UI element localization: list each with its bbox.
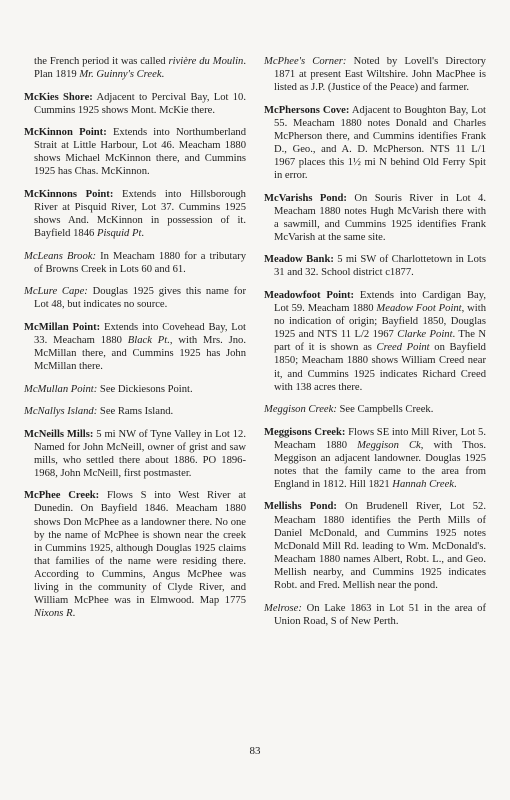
entry-melrose — [264, 602, 486, 628]
entry-headword: McMillan Point: — [24, 321, 101, 333]
entry-headword: McPhee's Corner: — [264, 56, 347, 67]
entry-text: On Souris River in Lot 4. Meacham 1880 notes Hugh McVarish there with a sawmill, and Cummins 1925 identifies Frank McVarish at the same site. — [274, 192, 487, 243]
entry-text: Clarke Point — [397, 329, 453, 341]
entry-text: Noted by Lovell's Directory 1871 at present East Wiltshire. John MacPhee is listed as J.P. (Justice of the Peace) and farmer. — [274, 56, 486, 94]
entry-text: Hannah Creek — [392, 478, 454, 490]
right-column — [264, 55, 486, 637]
entry-mcneills-mills — [24, 428, 246, 480]
entry-text: . — [161, 69, 165, 81]
entry-mcleans-brook — [24, 250, 246, 276]
entry-text: . — [72, 608, 76, 620]
entry-text: Adjacent to Percival Bay, Lot 10. Cummins 1925 shows Mont. McKie there. — [34, 91, 246, 116]
entry-text: Meggison Ck — [357, 439, 421, 451]
entry-headword: McVarishs Pond: — [264, 192, 347, 204]
entry-mcphee-s-corner — [264, 55, 486, 94]
entry-headword: McKinnons Point: — [24, 188, 114, 200]
entry-headword: McLeans Brook: — [24, 250, 96, 262]
entry-text: Extends into Cardigan Bay, Lot 59. Meacham 1880 — [274, 289, 486, 315]
entry-text: See Rams Island. — [99, 406, 174, 418]
entry-text: Black Pt. — [127, 334, 170, 346]
entry-headword: McMullan Point: — [24, 383, 98, 395]
entry-headword: McNallys Island: — [24, 406, 98, 418]
entry-text: , with Thos. Meggison an adjacent landowner. Douglas 1925 notes that the family came to the area from England in 1812. Hill 1821 — [274, 439, 486, 490]
entry-text: On Lake 1863 in Lot 51 in the area of Union Road, S of New Perth. — [274, 602, 486, 627]
entry-mcphee-creek — [24, 489, 246, 620]
entry-meggisons-creek — [264, 426, 486, 491]
entry-text: 5 mi NW of Tyne Valley in Lot 12. Named for John McNeill, owner of grist and saw mills, who settled there about 1886. PO 1896-1968, John McNeill, first postmaster. — [34, 428, 246, 479]
entry-headword: McKies Shore: — [24, 91, 93, 103]
entry-headword: McKinnon Point: — [24, 127, 107, 139]
entry-headword: Meggisons Creek: — [264, 426, 346, 438]
entry-headword: Meggison Creek: — [264, 404, 337, 416]
entry-text: . Plan 1819 — [34, 56, 247, 81]
entry-text: Flows SE into Mill River, Lot 5. Meacham 1880 — [274, 426, 486, 451]
entry-text: , with no indication of origin; Bayfield 1850, Douglas 1925 and NTS 11 L/2 1967 — [274, 303, 486, 341]
entry-text: See Dickiesons Point. — [99, 383, 193, 395]
entry-text: . The N part of it is shown as — [274, 329, 486, 354]
entry-text: . — [141, 228, 145, 240]
entry-text: on Bayfield 1850; Meacham 1880 shows William Creed near it, and Cummins 1925 indicates Richard Creed with 138 acres there. — [274, 342, 486, 393]
entry-headword: McLure Cape: — [24, 286, 88, 298]
entry-text: Douglas 1925 gives this name for Lot 48, but indicates no source. — [34, 286, 247, 311]
entry-meggison-creek — [264, 403, 486, 416]
entry-headword: McNeills Mills: — [24, 428, 94, 440]
entry-text: Nixons R — [34, 608, 73, 620]
entry-text: Pisquid Pt — [96, 228, 142, 240]
entry-meadow-bank — [264, 253, 486, 279]
entry-mckinnons-point — [24, 188, 246, 240]
entry-text: Adjacent to Boughton Bay, Lot 55. Meacham 1880 notes Donald and Charles McPherson there, and Cummins identifies Frank D., Geo., and A. D. McPherson. NTS 11 L/1 1967 places this 1½ mi N behind Old Ferry Spit in error. — [274, 104, 486, 182]
entry-text: Extends into Hillsborough River at Pisquid River, Lot 37. Cummins 1925 shows And. McKinnon in possession of it. Bayfield 1846 — [34, 188, 246, 240]
entry-text: See Campbells Creek. — [339, 404, 434, 416]
entry-mcnallys-island — [24, 405, 246, 418]
entry-text: Extends into Covehead Bay, Lot 33. Meacham 1880 — [34, 321, 246, 346]
entry-meadowfoot-point — [264, 289, 486, 394]
entry-headword: Meadowfoot Point: — [264, 289, 355, 301]
entry-text: Extends into Northumberland Strait at Little Harbour, Lot 46. Meacham 1880 shows Michael McKinnon there, and Cummins 1925 has Chas. McKinnon. — [34, 127, 246, 178]
entry-text: On Brudenell River, Lot 52. Meacham 1880 identifies the Perth Mills of Daniel McDonald, and Cummins 1925 notes McDonald Mill Rd. leading to Wm. McDonald's. Meacham 1880 names Albert, Robt. L., and Geo. Mellish nearby, and Cummins 1925 indicates Robt. and Fred. Mellish near the pond. — [274, 501, 486, 592]
entry-mcvarishs-pond — [264, 192, 486, 244]
entry-text: rivière du Moulin — [168, 56, 244, 67]
entry-text: Flows S into West River at Dunedin. On Bayfield 1846. Meacham 1880 shows Don McPhee as a landowner there. No one by the name of McPhee is shown near the creek in Cummins 1925, although Douglas 1925 claims that families of the name were residing there. According to Cummins, Angus McPhee was living in the community of Clyde River, and William McPhee was in Elmwood. Map 1775 — [34, 490, 246, 607]
entry-headword: Mellishs Pond: — [264, 501, 337, 513]
left-column — [24, 55, 246, 630]
entry-text: . — [453, 478, 457, 490]
entry-text: 5 mi SW of Charlottetown in Lots 31 and 32. School district c1877. — [274, 254, 486, 279]
entry-headword: McPhee Creek: — [24, 490, 100, 502]
entry-text: Meadow Foot Point — [376, 303, 462, 315]
continued-entry — [24, 55, 246, 81]
entry-text: the French period it was called — [34, 56, 169, 67]
entry-mckinnon-point — [24, 126, 246, 178]
entry-mcphersons-cove — [264, 104, 486, 183]
entry-mcmillan-point — [24, 321, 246, 373]
entry-headword: Meadow Bank: — [264, 254, 334, 266]
entry-text: Mr. Guinny's Creek — [79, 69, 162, 81]
entry-mcmullan-point — [24, 383, 246, 396]
entry-headword: McPhersons Cove: — [264, 104, 350, 116]
entry-text: Creed Point — [376, 342, 430, 354]
entry-mellishs-pond — [264, 500, 486, 592]
entry-headword: Melrose: — [264, 602, 302, 614]
page-number: 83 — [249, 745, 261, 757]
entry-text: In Meacham 1880 for a tributary of Browns Creek in Lots 60 and 61. — [34, 250, 246, 275]
entry-text: , with Mrs. Jno. McMillan there, and Cummins 1925 has John McMillan there. — [34, 334, 247, 373]
entry-mclure-cape — [24, 285, 246, 311]
entry-mckies-shore — [24, 91, 246, 117]
